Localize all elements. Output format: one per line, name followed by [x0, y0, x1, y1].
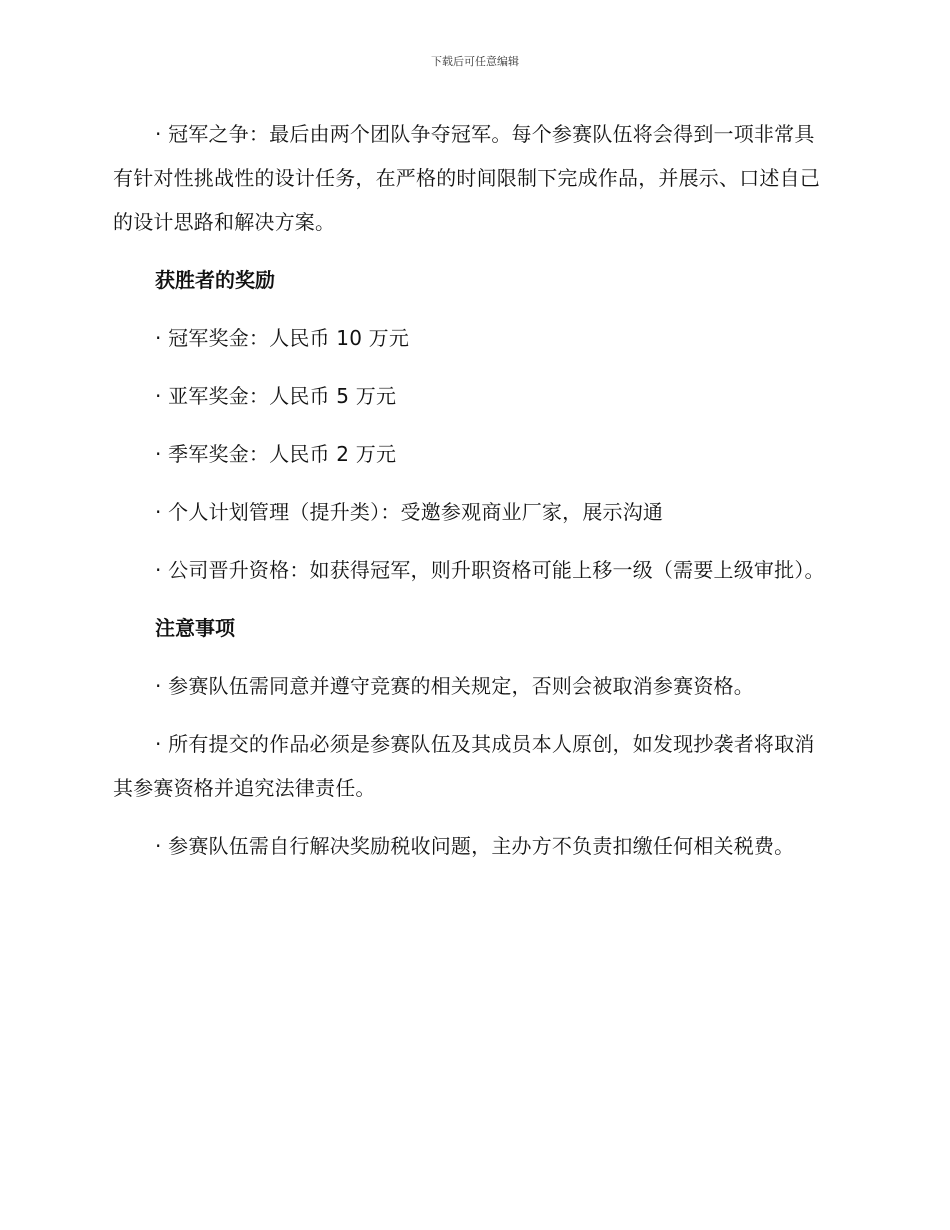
list-item-third-place-prize: · 季军奖金：人民币 2 万元	[155, 442, 397, 466]
list-item-promotion: · 公司晋升资格：如获得冠军，则升职资格可能上移一级（需要上级审批）。	[155, 558, 825, 582]
list-item-champion-prize: · 冠军奖金：人民币 10 万元	[155, 326, 410, 350]
section-heading-rewards: 获胜者的奖励	[155, 268, 275, 292]
list-item-personal-plan: · 个人计划管理（提升类）：受邀参观商业厂家，展示沟通	[155, 500, 664, 524]
list-item-runner-up-prize: · 亚军奖金：人民币 5 万元	[155, 384, 397, 408]
document-body	[113, 112, 825, 882]
list-item-originality: · 所有提交的作品必须是参赛队伍及其成员本人原创，如发现抄袭者将取消其参赛资格并追究法律责任。	[113, 732, 815, 800]
paragraph-final-round: · 冠军之争：最后由两个团队争夺冠军。每个参赛队伍将会得到一项非常具有针对性挑战性的设计任务，在严格的时间限制下完成作品，并展示、口述自己的设计思路和解决方案。	[113, 122, 820, 234]
section-heading-notes: 注意事项	[155, 616, 235, 640]
list-item-tax: · 参赛队伍需自行解决奖励税收问题，主办方不负责扣缴任何相关税费。	[155, 834, 795, 858]
page-header: 下载后可任意编辑	[431, 55, 519, 68]
list-item-rules: · 参赛队伍需同意并遵守竞赛的相关规定，否则会被取消参赛资格。	[155, 674, 754, 698]
